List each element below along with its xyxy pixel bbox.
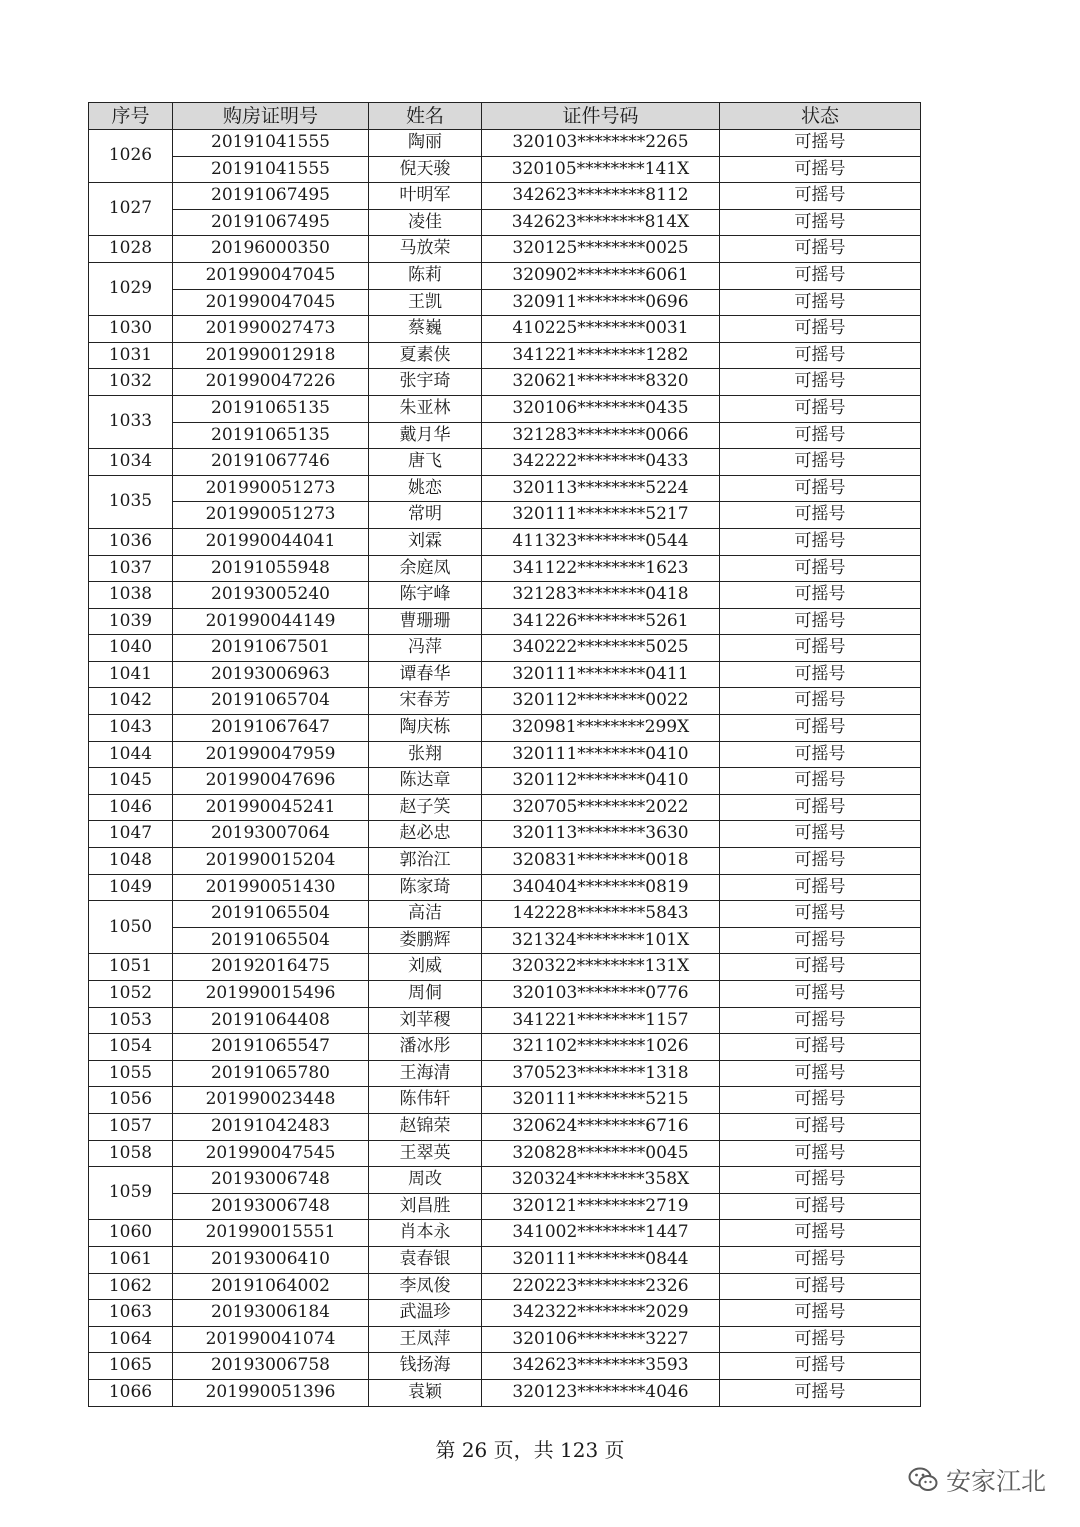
status-cell: 可摇号 (720, 502, 921, 529)
name-cell: 叶明军 (369, 183, 482, 210)
certificate-no-cell: 20191067501 (173, 635, 369, 662)
id-number-cell: 320113********5224 (482, 475, 720, 502)
status-cell: 可摇号 (720, 1167, 921, 1194)
name-cell: 陶庆栋 (369, 715, 482, 742)
table-row (89, 262, 921, 289)
certificate-no-cell: 20196000350 (173, 236, 369, 263)
status-cell: 可摇号 (720, 236, 921, 263)
certificate-no-cell: 201990044041 (173, 528, 369, 555)
certificate-no-cell: 201990015551 (173, 1220, 369, 1247)
table-row (89, 342, 921, 369)
certificate-no-cell: 20191065704 (173, 688, 369, 715)
certificate-no-cell: 201990047045 (173, 262, 369, 289)
seq-cell: 1054 (89, 1034, 173, 1061)
table-row (89, 528, 921, 555)
table-row (89, 608, 921, 635)
status-cell: 可摇号 (720, 555, 921, 582)
id-number-cell: 142228********5843 (482, 901, 720, 928)
id-number-cell: 320112********0410 (482, 768, 720, 795)
seq-cell: 1062 (89, 1273, 173, 1300)
certificate-no-cell: 201990051396 (173, 1379, 369, 1406)
seq-cell: 1050 (89, 901, 173, 954)
header-seq: 序号 (89, 103, 173, 130)
status-cell: 可摇号 (720, 475, 921, 502)
table-row (89, 1034, 921, 1061)
table-row (89, 236, 921, 263)
status-cell: 可摇号 (720, 449, 921, 476)
status-cell: 可摇号 (720, 316, 921, 343)
certificate-no-cell: 201990051273 (173, 502, 369, 529)
seq-cell: 1034 (89, 449, 173, 476)
name-cell: 袁春银 (369, 1246, 482, 1273)
certificate-no-cell: 20193006410 (173, 1246, 369, 1273)
seq-cell: 1030 (89, 316, 173, 343)
seq-cell: 1039 (89, 608, 173, 635)
name-cell: 李凤俊 (369, 1273, 482, 1300)
id-number-cell: 341002********1447 (482, 1220, 720, 1247)
seq-cell: 1063 (89, 1300, 173, 1327)
status-cell: 可摇号 (720, 1246, 921, 1273)
seq-cell: 1043 (89, 715, 173, 742)
id-number-cell: 342623********814X (482, 209, 720, 236)
id-number-cell: 320624********6716 (482, 1113, 720, 1140)
status-cell: 可摇号 (720, 209, 921, 236)
seq-cell: 1053 (89, 1007, 173, 1034)
id-number-cell: 220223********2326 (482, 1273, 720, 1300)
id-number-cell: 320111********5215 (482, 1087, 720, 1114)
certificate-no-cell: 20193005240 (173, 582, 369, 609)
table-row (89, 289, 921, 316)
table-row (89, 1326, 921, 1353)
table-row (89, 741, 921, 768)
status-cell: 可摇号 (720, 901, 921, 928)
table-row (89, 130, 921, 157)
seq-cell: 1047 (89, 821, 173, 848)
seq-cell: 1033 (89, 395, 173, 448)
name-cell: 戴月华 (369, 422, 482, 449)
table-row (89, 422, 921, 449)
status-cell: 可摇号 (720, 608, 921, 635)
table-body (89, 130, 921, 1407)
table-row (89, 156, 921, 183)
name-cell: 娄鹏辉 (369, 927, 482, 954)
name-cell: 曹珊珊 (369, 608, 482, 635)
seq-cell: 1026 (89, 130, 173, 183)
status-cell: 可摇号 (720, 156, 921, 183)
table-row (89, 502, 921, 529)
id-number-cell: 340404********0819 (482, 874, 720, 901)
header-name: 姓名 (369, 103, 482, 130)
table-row (89, 1379, 921, 1406)
name-cell: 高洁 (369, 901, 482, 928)
seq-cell: 1056 (89, 1087, 173, 1114)
certificate-no-cell: 20193007064 (173, 821, 369, 848)
seq-cell: 1049 (89, 874, 173, 901)
certificate-no-cell: 20191055948 (173, 555, 369, 582)
id-number-cell: 320106********0435 (482, 395, 720, 422)
id-number-cell: 320981********299X (482, 715, 720, 742)
id-number-cell: 320123********4046 (482, 1379, 720, 1406)
certificate-no-cell: 201990047545 (173, 1140, 369, 1167)
name-cell: 常明 (369, 502, 482, 529)
seq-cell: 1055 (89, 1060, 173, 1087)
table-row (89, 1087, 921, 1114)
name-cell: 刘苹稷 (369, 1007, 482, 1034)
certificate-no-cell: 201990051273 (173, 475, 369, 502)
id-number-cell: 320831********0018 (482, 848, 720, 875)
certificate-no-cell: 201990051430 (173, 874, 369, 901)
certificate-no-cell: 20191067495 (173, 209, 369, 236)
id-number-cell: 320828********0045 (482, 1140, 720, 1167)
name-cell: 陈家琦 (369, 874, 482, 901)
name-cell: 陈莉 (369, 262, 482, 289)
status-cell: 可摇号 (720, 794, 921, 821)
id-number-cell: 320103********0776 (482, 981, 720, 1008)
table-row (89, 954, 921, 981)
id-number-cell: 320112********0022 (482, 688, 720, 715)
name-cell: 宋春芳 (369, 688, 482, 715)
id-number-cell: 342623********8112 (482, 183, 720, 210)
id-number-cell: 341122********1623 (482, 555, 720, 582)
id-number-cell: 320103********2265 (482, 130, 720, 157)
certificate-no-cell: 20191065780 (173, 1060, 369, 1087)
certificate-no-cell: 20191067746 (173, 449, 369, 476)
status-cell: 可摇号 (720, 1220, 921, 1247)
status-cell: 可摇号 (720, 688, 921, 715)
certificate-no-cell: 201990047959 (173, 741, 369, 768)
table-row (89, 209, 921, 236)
seq-cell: 1041 (89, 661, 173, 688)
name-cell: 陶丽 (369, 130, 482, 157)
name-cell: 蔡巍 (369, 316, 482, 343)
certificate-no-cell: 20193006748 (173, 1167, 369, 1194)
table-row (89, 1273, 921, 1300)
status-cell: 可摇号 (720, 1379, 921, 1406)
status-cell: 可摇号 (720, 1300, 921, 1327)
seq-cell: 1048 (89, 848, 173, 875)
id-number-cell: 320106********3227 (482, 1326, 720, 1353)
table-row (89, 901, 921, 928)
name-cell: 周侗 (369, 981, 482, 1008)
table-row (89, 821, 921, 848)
certificate-no-cell: 201990015204 (173, 848, 369, 875)
id-number-cell: 341221********1282 (482, 342, 720, 369)
name-cell: 冯萍 (369, 635, 482, 662)
status-cell: 可摇号 (720, 1087, 921, 1114)
id-number-cell: 321102********1026 (482, 1034, 720, 1061)
name-cell: 武温珍 (369, 1300, 482, 1327)
name-cell: 王凤萍 (369, 1326, 482, 1353)
certificate-no-cell: 201990023448 (173, 1087, 369, 1114)
name-cell: 郭治江 (369, 848, 482, 875)
status-cell: 可摇号 (720, 821, 921, 848)
id-number-cell: 320911********0696 (482, 289, 720, 316)
certificate-no-cell: 20191064408 (173, 1007, 369, 1034)
status-cell: 可摇号 (720, 369, 921, 396)
status-cell: 可摇号 (720, 262, 921, 289)
table-row (89, 1246, 921, 1273)
status-cell: 可摇号 (720, 1326, 921, 1353)
certificate-no-cell: 201990027473 (173, 316, 369, 343)
table-row (89, 1353, 921, 1380)
table-row (89, 1007, 921, 1034)
applicant-table (88, 102, 921, 1407)
certificate-no-cell: 20191065547 (173, 1034, 369, 1061)
table-row (89, 449, 921, 476)
certificate-no-cell: 201990015496 (173, 981, 369, 1008)
seq-cell: 1046 (89, 794, 173, 821)
name-cell: 陈达章 (369, 768, 482, 795)
status-cell: 可摇号 (720, 342, 921, 369)
seq-cell: 1057 (89, 1113, 173, 1140)
status-cell: 可摇号 (720, 715, 921, 742)
status-cell: 可摇号 (720, 528, 921, 555)
id-number-cell: 410225********0031 (482, 316, 720, 343)
id-number-cell: 370523********1318 (482, 1060, 720, 1087)
table-row (89, 1060, 921, 1087)
name-cell: 夏素侠 (369, 342, 482, 369)
seq-cell: 1040 (89, 635, 173, 662)
seq-cell: 1038 (89, 582, 173, 609)
header-id-number: 证件号码 (482, 103, 720, 130)
status-cell: 可摇号 (720, 183, 921, 210)
name-cell: 张宇琦 (369, 369, 482, 396)
seq-cell: 1052 (89, 981, 173, 1008)
seq-cell: 1065 (89, 1353, 173, 1380)
id-number-cell: 342322********2029 (482, 1300, 720, 1327)
certificate-no-cell: 201990044149 (173, 608, 369, 635)
certificate-no-cell: 20191065504 (173, 927, 369, 954)
status-cell: 可摇号 (720, 741, 921, 768)
seq-cell: 1064 (89, 1326, 173, 1353)
id-number-cell: 320125********0025 (482, 236, 720, 263)
table-row (89, 1167, 921, 1194)
id-number-cell: 320322********131X (482, 954, 720, 981)
status-cell: 可摇号 (720, 1060, 921, 1087)
seq-cell: 1045 (89, 768, 173, 795)
id-number-cell: 342623********3593 (482, 1353, 720, 1380)
seq-cell: 1027 (89, 183, 173, 236)
certificate-no-cell: 20191042483 (173, 1113, 369, 1140)
seq-cell: 1031 (89, 342, 173, 369)
id-number-cell: 320111********0844 (482, 1246, 720, 1273)
name-cell: 周改 (369, 1167, 482, 1194)
watermark-text: 安家江北 (945, 1467, 1046, 1496)
status-cell: 可摇号 (720, 981, 921, 1008)
certificate-no-cell: 20193006963 (173, 661, 369, 688)
table-row (89, 582, 921, 609)
table-row (89, 395, 921, 422)
name-cell: 张翔 (369, 741, 482, 768)
watermark (908, 1462, 1046, 1498)
status-cell: 可摇号 (720, 1273, 921, 1300)
id-number-cell: 320324********358X (482, 1167, 720, 1194)
id-number-cell: 341221********1157 (482, 1007, 720, 1034)
page-footer: 第 26 页，共 123 页 (435, 1438, 625, 1462)
header-status: 状态 (720, 103, 921, 130)
status-cell: 可摇号 (720, 1193, 921, 1220)
id-number-cell: 321283********0418 (482, 582, 720, 609)
name-cell: 姚恋 (369, 475, 482, 502)
id-number-cell: 320105********141X (482, 156, 720, 183)
status-cell: 可摇号 (720, 1113, 921, 1140)
id-number-cell: 320111********5217 (482, 502, 720, 529)
table-row (89, 848, 921, 875)
name-cell: 凌佳 (369, 209, 482, 236)
certificate-no-cell: 201990012918 (173, 342, 369, 369)
seq-cell: 1044 (89, 741, 173, 768)
name-cell: 赵子笑 (369, 794, 482, 821)
status-cell: 可摇号 (720, 661, 921, 688)
certificate-no-cell: 201990045241 (173, 794, 369, 821)
id-number-cell: 320121********2719 (482, 1193, 720, 1220)
name-cell: 钱扬海 (369, 1353, 482, 1380)
status-cell: 可摇号 (720, 954, 921, 981)
id-number-cell: 320113********3630 (482, 821, 720, 848)
table-row (89, 635, 921, 662)
name-cell: 朱亚林 (369, 395, 482, 422)
id-number-cell: 320111********0410 (482, 741, 720, 768)
status-cell: 可摇号 (720, 422, 921, 449)
seq-cell: 1036 (89, 528, 173, 555)
seq-cell: 1029 (89, 262, 173, 315)
seq-cell: 1042 (89, 688, 173, 715)
name-cell: 陈伟轩 (369, 1087, 482, 1114)
name-cell: 王海清 (369, 1060, 482, 1087)
name-cell: 赵锦荣 (369, 1113, 482, 1140)
table-row (89, 874, 921, 901)
status-cell: 可摇号 (720, 289, 921, 316)
seq-cell: 1051 (89, 954, 173, 981)
status-cell: 可摇号 (720, 1034, 921, 1061)
certificate-no-cell: 20193006184 (173, 1300, 369, 1327)
seq-cell: 1066 (89, 1379, 173, 1406)
seq-cell: 1060 (89, 1220, 173, 1247)
certificate-no-cell: 201990047226 (173, 369, 369, 396)
name-cell: 刘霖 (369, 528, 482, 555)
name-cell: 袁颖 (369, 1379, 482, 1406)
seq-cell: 1061 (89, 1246, 173, 1273)
table-row (89, 1220, 921, 1247)
table-row (89, 794, 921, 821)
seq-cell: 1032 (89, 369, 173, 396)
table-row (89, 715, 921, 742)
status-cell: 可摇号 (720, 635, 921, 662)
id-number-cell: 320621********8320 (482, 369, 720, 396)
status-cell: 可摇号 (720, 130, 921, 157)
table-row (89, 981, 921, 1008)
id-number-cell: 321283********0066 (482, 422, 720, 449)
status-cell: 可摇号 (720, 768, 921, 795)
certificate-no-cell: 20192016475 (173, 954, 369, 981)
name-cell: 王凯 (369, 289, 482, 316)
seq-cell: 1059 (89, 1167, 173, 1220)
table-row (89, 555, 921, 582)
name-cell: 肖本永 (369, 1220, 482, 1247)
name-cell: 赵必忠 (369, 821, 482, 848)
certificate-no-cell: 20193006758 (173, 1353, 369, 1380)
seq-cell: 1035 (89, 475, 173, 528)
status-cell: 可摇号 (720, 927, 921, 954)
status-cell: 可摇号 (720, 395, 921, 422)
certificate-no-cell: 201990047045 (173, 289, 369, 316)
table-row (89, 1140, 921, 1167)
id-number-cell: 321324********101X (482, 927, 720, 954)
certificate-no-cell: 20191064002 (173, 1273, 369, 1300)
status-cell: 可摇号 (720, 1007, 921, 1034)
certificate-no-cell: 20193006748 (173, 1193, 369, 1220)
wechat-icon (908, 1467, 938, 1493)
status-cell: 可摇号 (720, 848, 921, 875)
id-number-cell: 411323********0544 (482, 528, 720, 555)
header-certificate-no: 购房证明号 (173, 103, 369, 130)
table-row (89, 1113, 921, 1140)
name-cell: 余庭凤 (369, 555, 482, 582)
name-cell: 倪天骏 (369, 156, 482, 183)
status-cell: 可摇号 (720, 1140, 921, 1167)
certificate-no-cell: 201990047696 (173, 768, 369, 795)
table-row (89, 1300, 921, 1327)
name-cell: 潘冰彤 (369, 1034, 482, 1061)
table-row (89, 183, 921, 210)
certificate-no-cell: 20191041555 (173, 130, 369, 157)
seq-cell: 1028 (89, 236, 173, 263)
certificate-no-cell: 20191065135 (173, 422, 369, 449)
table-row (89, 688, 921, 715)
id-number-cell: 320902********6061 (482, 262, 720, 289)
name-cell: 唐飞 (369, 449, 482, 476)
status-cell: 可摇号 (720, 582, 921, 609)
name-cell: 陈宇峰 (369, 582, 482, 609)
status-cell: 可摇号 (720, 1353, 921, 1380)
certificate-no-cell: 20191065504 (173, 901, 369, 928)
table-row (89, 316, 921, 343)
id-number-cell: 340222********5025 (482, 635, 720, 662)
certificate-no-cell: 201990041074 (173, 1326, 369, 1353)
id-number-cell: 342222********0433 (482, 449, 720, 476)
certificate-no-cell: 20191067647 (173, 715, 369, 742)
id-number-cell: 320111********0411 (482, 661, 720, 688)
seq-cell: 1058 (89, 1140, 173, 1167)
seq-cell: 1037 (89, 555, 173, 582)
id-number-cell: 320705********2022 (482, 794, 720, 821)
certificate-no-cell: 20191065135 (173, 395, 369, 422)
id-number-cell: 341226********5261 (482, 608, 720, 635)
status-cell: 可摇号 (720, 874, 921, 901)
table-row (89, 927, 921, 954)
table-header-row (89, 103, 921, 130)
table-row (89, 661, 921, 688)
table-row (89, 475, 921, 502)
certificate-no-cell: 20191041555 (173, 156, 369, 183)
name-cell: 刘威 (369, 954, 482, 981)
name-cell: 王翠英 (369, 1140, 482, 1167)
name-cell: 马放荣 (369, 236, 482, 263)
certificate-no-cell: 20191067495 (173, 183, 369, 210)
table-row (89, 369, 921, 396)
name-cell: 刘昌胜 (369, 1193, 482, 1220)
table-row (89, 1193, 921, 1220)
name-cell: 谭春华 (369, 661, 482, 688)
table-row (89, 768, 921, 795)
